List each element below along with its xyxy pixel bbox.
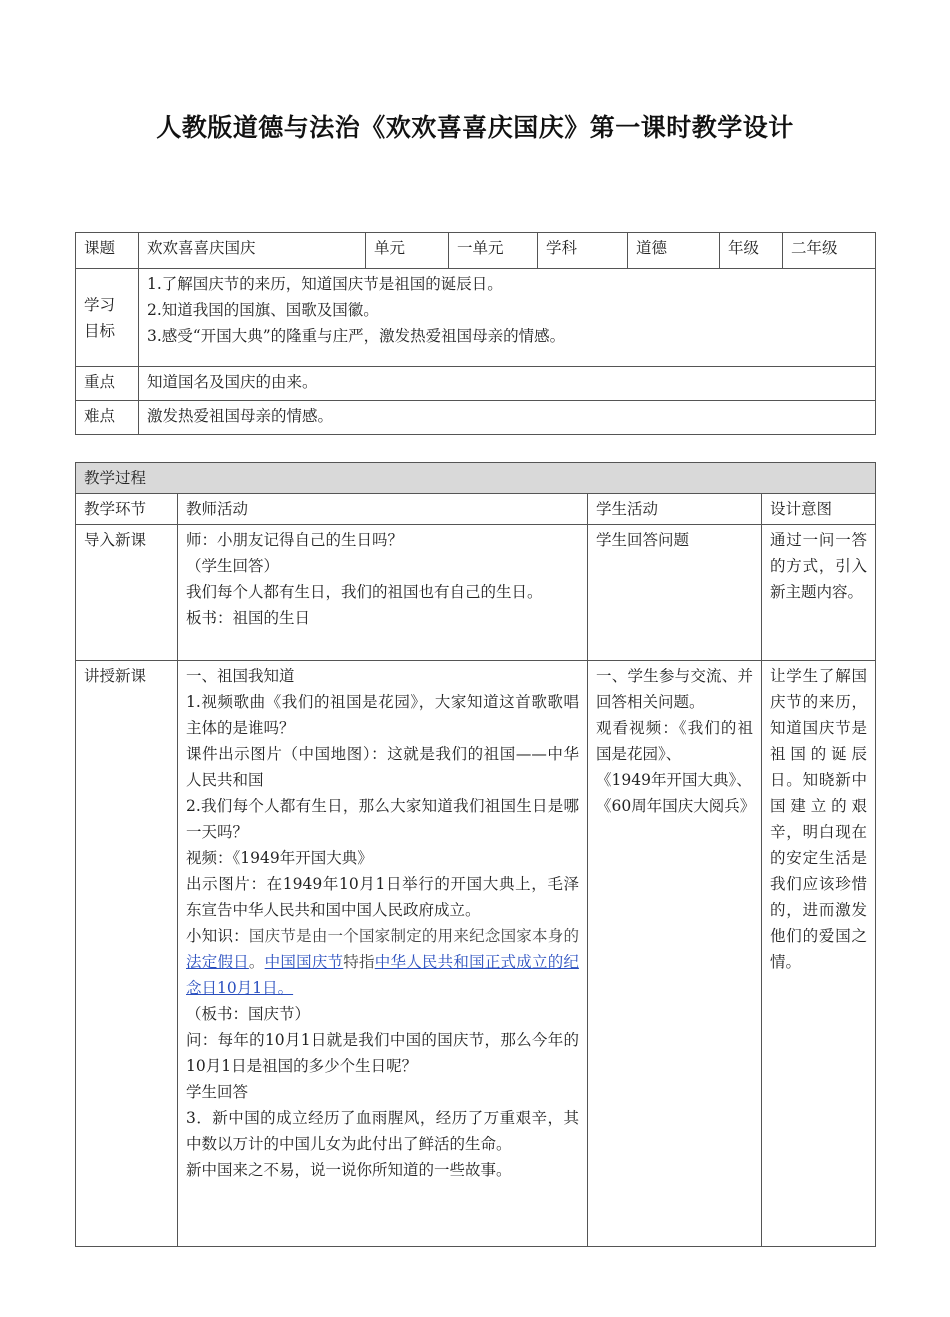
grade-value: 二年级 [783, 233, 876, 269]
topic-value: 欢欢喜喜庆国庆 [139, 233, 366, 269]
teacher-activity-cell [178, 525, 588, 661]
legal-holiday-link[interactable]: 法定假日 [186, 953, 249, 971]
unit-value: 一单元 [449, 233, 538, 269]
design-intent-cell: 通过一问一答的方式，引入新主题内容。 [762, 525, 876, 661]
column-header-student: 学生活动 [588, 494, 762, 525]
column-header-intent: 设计意图 [762, 494, 876, 525]
teaching-process-table [75, 462, 876, 1247]
teacher-line: 我们每个人都有生日，我们的祖国也有自己的生日。 [186, 583, 543, 601]
student-line: 《1949年开国大典》、 [596, 771, 752, 789]
goals-label-line-2: 目标 [84, 321, 116, 340]
teacher-line: 视频：《1949年开国大典》 [186, 849, 373, 867]
teacher-line: 板书：祖国的生日 [186, 609, 311, 627]
student-line: 《60周年国庆大阅兵》 [596, 797, 756, 815]
china-national-day-link[interactable]: 中国国庆节 [264, 953, 344, 971]
student-line: 一、学生参与交流、并回答相关问题。 [596, 667, 753, 711]
knowledge-text: 。 [248, 953, 265, 971]
knowledge-paragraph [186, 923, 579, 1001]
goal-item: 2.知道我国的国旗、国歌及国徽。 [147, 301, 379, 319]
knowledge-text: 特指 [343, 953, 375, 971]
knowledge-text: 国庆节是由一个国家制定的用来纪念国家本身的 [248, 927, 579, 945]
teacher-line: 新中国来之不易，说一说你所知道的一些故事。 [186, 1161, 512, 1179]
teacher-line: 师：小朋友记得自己的生日吗？ [186, 531, 404, 549]
column-header-stage: 教学环节 [76, 494, 178, 525]
teacher-line: 课件出示图片（中国地图）：这就是我们的祖国——中华人民共和国 [186, 745, 579, 789]
goal-item: 1.了解国庆节的来历，知道国庆节是祖国的诞辰日。 [147, 275, 503, 293]
student-line: 观看视频：《我们的祖国是花园》、 [596, 719, 753, 763]
teacher-line: 3．新中国的成立经历了血雨腥风，经历了万重艰辛，其中数以万计的中国儿女为此付出了鲜活的生命。 [186, 1109, 579, 1153]
stage-cell: 讲授新课 [76, 661, 178, 1247]
key-value: 知道国名及国庆的由来。 [139, 367, 876, 401]
goals-label-line-1: 学习 [84, 295, 116, 314]
process-header: 教学过程 [76, 463, 876, 494]
key-label: 重点 [76, 367, 139, 401]
goals-label [76, 269, 139, 367]
teacher-line: 学生回答 [186, 1083, 249, 1101]
student-line: 学生回答问题 [596, 531, 690, 549]
subject-label: 学科 [538, 233, 628, 269]
difficulty-value: 激发热爱祖国母亲的情感。 [139, 401, 876, 435]
teacher-line: 2.我们每个人都有生日，那么大家知道我们祖国生日是哪一天吗？ [186, 797, 579, 841]
stage-cell: 导入新课 [76, 525, 178, 661]
grade-label: 年级 [720, 233, 783, 269]
table-row [76, 525, 876, 661]
prc-founding-day-link[interactable]: 中华人民共和国正式成立的纪念日10月1日。 [186, 953, 579, 997]
teacher-line: 1.视频歌曲《我们的祖国是花园》，大家知道这首歌歌唱主体的是谁吗？ [186, 693, 579, 737]
lesson-info-table [75, 232, 876, 435]
goals-content [139, 269, 876, 367]
difficulty-label: 难点 [76, 401, 139, 435]
teacher-line: （板书：国庆节） [186, 1005, 311, 1023]
student-activity-cell [588, 661, 762, 1247]
column-header-teacher: 教师活动 [178, 494, 588, 525]
goal-item: 3.感受“开国大典”的隆重与庄严，激发热爱祖国母亲的情感。 [147, 327, 566, 345]
document-title: 人教版道德与法治《欢欢喜喜庆国庆》第一课时教学设计 [156, 113, 794, 142]
knowledge-prefix: 小知识： [186, 927, 249, 945]
unit-label: 单元 [366, 233, 449, 269]
subject-value: 道德 [628, 233, 720, 269]
topic-label: 课题 [76, 233, 139, 269]
teacher-activity-cell [178, 661, 588, 1247]
teacher-line: 问：每年的10月1日就是我们中国的国庆节，那么今年的10月1日是祖国的多少个生日呢？ [186, 1031, 579, 1075]
table-row [76, 661, 876, 1247]
design-intent-cell: 让学生了解国庆节的来历，知道国庆节是祖国的诞辰日。知晓新中国建立的艰辛，明白现在的安定生活是我们应该珍惜的，进而激发他们的爱国之情。 [762, 661, 876, 1247]
teacher-line: 一、祖国我知道 [186, 667, 295, 685]
student-activity-cell [588, 525, 762, 661]
teacher-line: 出示图片：在1949年10月1日举行的开国大典上，毛泽东宣告中华人民共和国中国人民政府成立。 [186, 875, 579, 919]
teacher-line: （学生回答） [186, 557, 280, 575]
